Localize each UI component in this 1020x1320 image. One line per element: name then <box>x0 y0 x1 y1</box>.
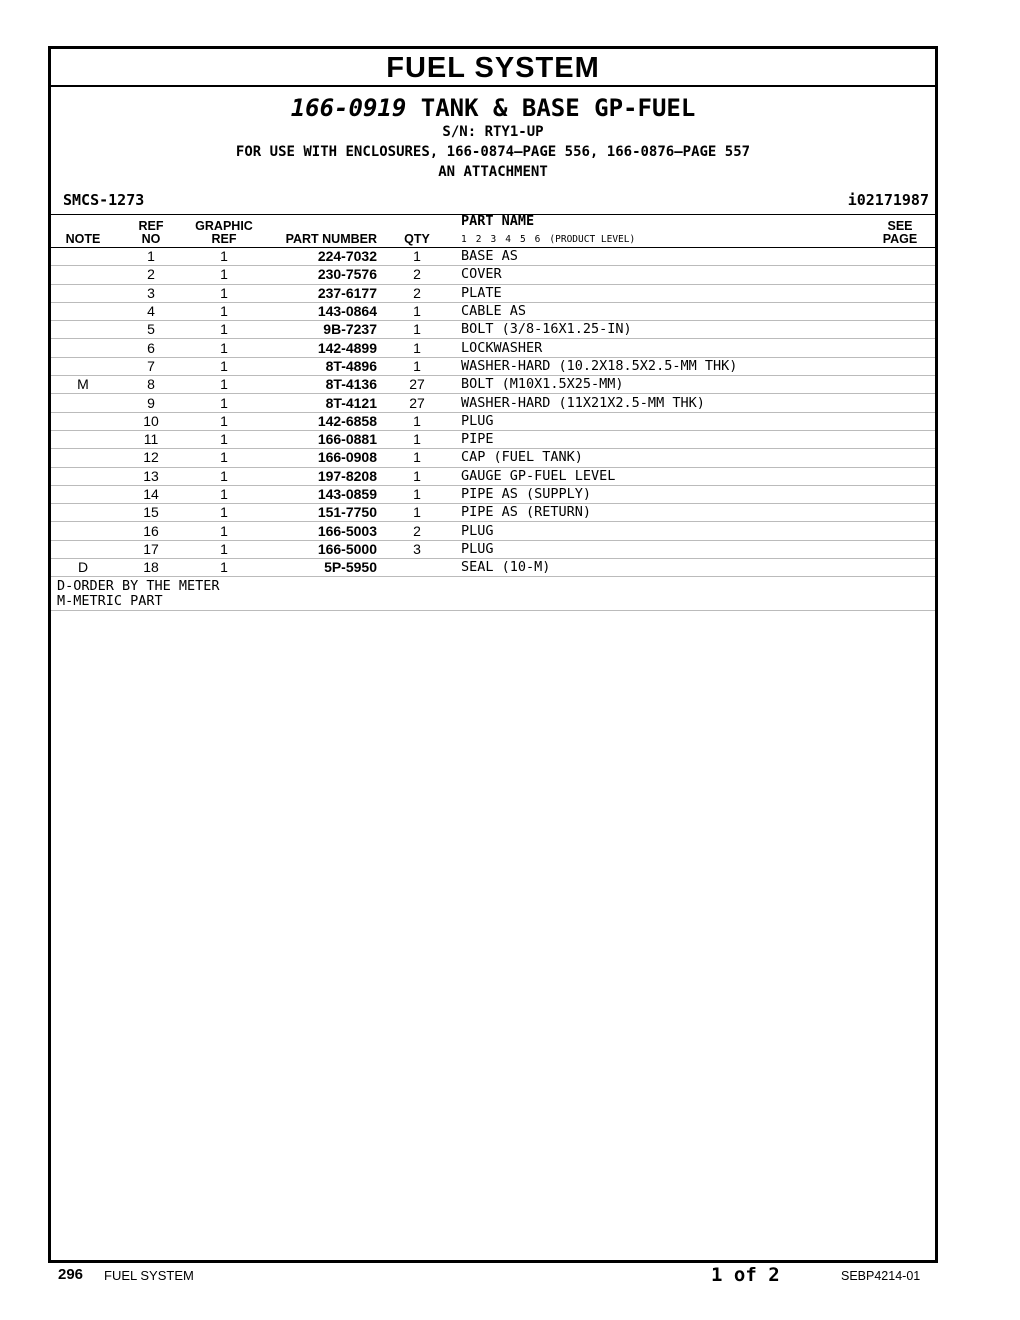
part-ref-no: 15 <box>115 504 187 522</box>
table-row <box>51 467 935 485</box>
part-name: BOLT (3/8-16X1.25-IN) <box>457 321 865 339</box>
part-qty: 27 <box>377 376 457 394</box>
part-see-page <box>865 321 935 339</box>
note-m: M-METRIC PART <box>57 593 163 610</box>
part-qty: 1 <box>377 485 457 503</box>
part-ref-no: 14 <box>115 485 187 503</box>
part-note <box>51 394 115 412</box>
part-graphic-ref: 1 <box>187 540 261 558</box>
illustration-id: i02171987 <box>847 191 929 209</box>
table-row <box>51 504 935 522</box>
part-ref-no: 18 <box>115 559 187 577</box>
part-qty: 1 <box>377 449 457 467</box>
part-graphic-ref: 1 <box>187 302 261 320</box>
document-id: SEBP4214-01 <box>841 1269 921 1283</box>
part-note <box>51 412 115 430</box>
part-name: PIPE <box>457 430 865 448</box>
part-qty: 2 <box>377 284 457 302</box>
table-row <box>51 357 935 375</box>
part-note <box>51 449 115 467</box>
part-number: 197-8208 <box>261 467 377 485</box>
part-qty: 27 <box>377 394 457 412</box>
part-graphic-ref: 1 <box>187 449 261 467</box>
part-graphic-ref: 1 <box>187 321 261 339</box>
part-see-page <box>865 248 935 266</box>
part-see-page <box>865 522 935 540</box>
part-name: COVER <box>457 266 865 284</box>
part-qty: 2 <box>377 522 457 540</box>
part-ref-no: 10 <box>115 412 187 430</box>
section-title: FUEL SYSTEM <box>51 49 935 87</box>
part-note: M <box>51 376 115 394</box>
part-name: CABLE AS <box>457 302 865 320</box>
table-row <box>51 540 935 558</box>
part-graphic-ref: 1 <box>187 339 261 357</box>
part-see-page <box>865 540 935 558</box>
part-qty: 1 <box>377 504 457 522</box>
part-name: PLUG <box>457 412 865 430</box>
table-row <box>51 394 935 412</box>
part-note <box>51 321 115 339</box>
part-qty: 1 <box>377 412 457 430</box>
part-see-page <box>865 266 935 284</box>
table-row <box>51 248 935 266</box>
part-qty: 1 <box>377 339 457 357</box>
part-see-page <box>865 412 935 430</box>
footer-section: FUEL SYSTEM <box>104 1268 194 1283</box>
part-graphic-ref: 1 <box>187 485 261 503</box>
part-note <box>51 504 115 522</box>
parts-table <box>51 215 935 577</box>
page-of: 1 of 2 <box>711 1264 780 1286</box>
part-qty: 3 <box>377 540 457 558</box>
part-number: 166-0881 <box>261 430 377 448</box>
parts-table-body <box>51 248 935 577</box>
part-graphic-ref: 1 <box>187 559 261 577</box>
part-see-page <box>865 302 935 320</box>
part-ref-no: 2 <box>115 266 187 284</box>
table-row <box>51 412 935 430</box>
table-row <box>51 339 935 357</box>
part-see-page <box>865 467 935 485</box>
part-qty <box>377 559 457 577</box>
table-row <box>51 266 935 284</box>
smcs-code: SMCS-1273 <box>63 191 145 209</box>
table-row <box>51 284 935 302</box>
part-graphic-ref: 1 <box>187 522 261 540</box>
part-graphic-ref: 1 <box>187 376 261 394</box>
part-graphic-ref: 1 <box>187 284 261 302</box>
note-d: D-ORDER BY THE METER <box>57 578 220 595</box>
part-note <box>51 339 115 357</box>
table-row <box>51 449 935 467</box>
table-row <box>51 321 935 339</box>
part-name: PLATE <box>457 284 865 302</box>
page-footer <box>0 1266 1020 1288</box>
part-number: 237-6177 <box>261 284 377 302</box>
part-see-page <box>865 449 935 467</box>
part-qty: 1 <box>377 430 457 448</box>
table-row <box>51 559 935 577</box>
part-note <box>51 485 115 503</box>
usage-note: FOR USE WITH ENCLOSURES, 166-0874—PAGE 556, 166-0876—PAGE 557 <box>235 144 751 160</box>
part-name: CAP (FUEL TANK) <box>457 449 865 467</box>
table-row <box>51 376 935 394</box>
header-note: NOTE <box>51 215 115 248</box>
group-number: 166-0919 <box>290 94 407 122</box>
part-ref-no: 7 <box>115 357 187 375</box>
part-number: 8T-4136 <box>261 376 377 394</box>
part-ref-no: 13 <box>115 467 187 485</box>
codes-row <box>51 188 935 215</box>
part-ref-no: 11 <box>115 430 187 448</box>
part-note <box>51 302 115 320</box>
part-name: PLUG <box>457 522 865 540</box>
table-row <box>51 302 935 320</box>
part-qty: 1 <box>377 357 457 375</box>
part-number: 166-5000 <box>261 540 377 558</box>
part-note <box>51 430 115 448</box>
part-see-page <box>865 339 935 357</box>
part-ref-no: 12 <box>115 449 187 467</box>
part-qty: 1 <box>377 321 457 339</box>
part-note <box>51 248 115 266</box>
part-see-page <box>865 485 935 503</box>
part-ref-no: 6 <box>115 339 187 357</box>
part-number: 142-6858 <box>261 412 377 430</box>
part-ref-no: 17 <box>115 540 187 558</box>
header-graphic-ref: GRAPHIC REF <box>187 215 261 248</box>
part-number: 9B-7237 <box>261 321 377 339</box>
part-number: 151-7750 <box>261 504 377 522</box>
header-part-name: PART NAME 1 2 3 4 5 6 (PRODUCT LEVEL) <box>457 215 865 248</box>
part-number: 224-7032 <box>261 248 377 266</box>
part-see-page <box>865 284 935 302</box>
part-name: GAUGE GP-FUEL LEVEL <box>457 467 865 485</box>
table-row <box>51 430 935 448</box>
part-ref-no: 16 <box>115 522 187 540</box>
part-name: BASE AS <box>457 248 865 266</box>
part-name: BOLT (M10X1.5X25-MM) <box>457 376 865 394</box>
table-row <box>51 485 935 503</box>
part-note <box>51 540 115 558</box>
part-number: 166-5003 <box>261 522 377 540</box>
header-ref-no: REF NO <box>115 215 187 248</box>
parts-table-header <box>51 215 935 248</box>
page-frame <box>48 46 938 1263</box>
part-ref-no: 5 <box>115 321 187 339</box>
part-graphic-ref: 1 <box>187 467 261 485</box>
part-graphic-ref: 1 <box>187 266 261 284</box>
part-name: SEAL (10-M) <box>457 559 865 577</box>
part-qty: 2 <box>377 266 457 284</box>
part-see-page <box>865 394 935 412</box>
part-graphic-ref: 1 <box>187 357 261 375</box>
part-number: 142-4899 <box>261 339 377 357</box>
notes-block <box>51 577 935 611</box>
part-note <box>51 467 115 485</box>
part-number: 143-0859 <box>261 485 377 503</box>
part-graphic-ref: 1 <box>187 504 261 522</box>
part-name: PLUG <box>457 540 865 558</box>
part-note <box>51 266 115 284</box>
part-see-page <box>865 376 935 394</box>
part-name: PIPE AS (SUPPLY) <box>457 485 865 503</box>
attachment-note: AN ATTACHMENT <box>438 164 548 180</box>
part-see-page <box>865 357 935 375</box>
part-ref-no: 4 <box>115 302 187 320</box>
part-note <box>51 357 115 375</box>
part-see-page <box>865 430 935 448</box>
part-number: 230-7576 <box>261 266 377 284</box>
part-note <box>51 284 115 302</box>
part-graphic-ref: 1 <box>187 412 261 430</box>
part-note: D <box>51 559 115 577</box>
serial-number: S/N: RTY1-UP <box>442 124 544 140</box>
part-number: 8T-4121 <box>261 394 377 412</box>
part-name: LOCKWASHER <box>457 339 865 357</box>
table-row <box>51 522 935 540</box>
part-name: WASHER-HARD (10.2X18.5X2.5-MM THK) <box>457 357 865 375</box>
part-number: 8T-4896 <box>261 357 377 375</box>
part-number: 166-0908 <box>261 449 377 467</box>
group-name: TANK & BASE GP-FUEL <box>420 94 696 122</box>
part-number: 5P-5950 <box>261 559 377 577</box>
part-qty: 1 <box>377 467 457 485</box>
part-name: PIPE AS (RETURN) <box>457 504 865 522</box>
header-part-number: PART NUMBER <box>261 215 377 248</box>
part-graphic-ref: 1 <box>187 248 261 266</box>
page-number: 296 <box>58 1266 84 1283</box>
header-qty: QTY <box>377 215 457 248</box>
part-graphic-ref: 1 <box>187 430 261 448</box>
product-levels: 1 2 3 4 5 6 (PRODUCT LEVEL) <box>461 234 636 245</box>
part-qty: 1 <box>377 302 457 320</box>
part-name: WASHER-HARD (11X21X2.5-MM THK) <box>457 394 865 412</box>
group-title <box>51 94 935 122</box>
part-number: 143-0864 <box>261 302 377 320</box>
part-see-page <box>865 559 935 577</box>
part-ref-no: 1 <box>115 248 187 266</box>
part-ref-no: 3 <box>115 284 187 302</box>
part-note <box>51 522 115 540</box>
part-graphic-ref: 1 <box>187 394 261 412</box>
part-ref-no: 9 <box>115 394 187 412</box>
part-see-page <box>865 504 935 522</box>
part-ref-no: 8 <box>115 376 187 394</box>
header-see-page: SEE PAGE <box>865 215 935 248</box>
part-qty: 1 <box>377 248 457 266</box>
